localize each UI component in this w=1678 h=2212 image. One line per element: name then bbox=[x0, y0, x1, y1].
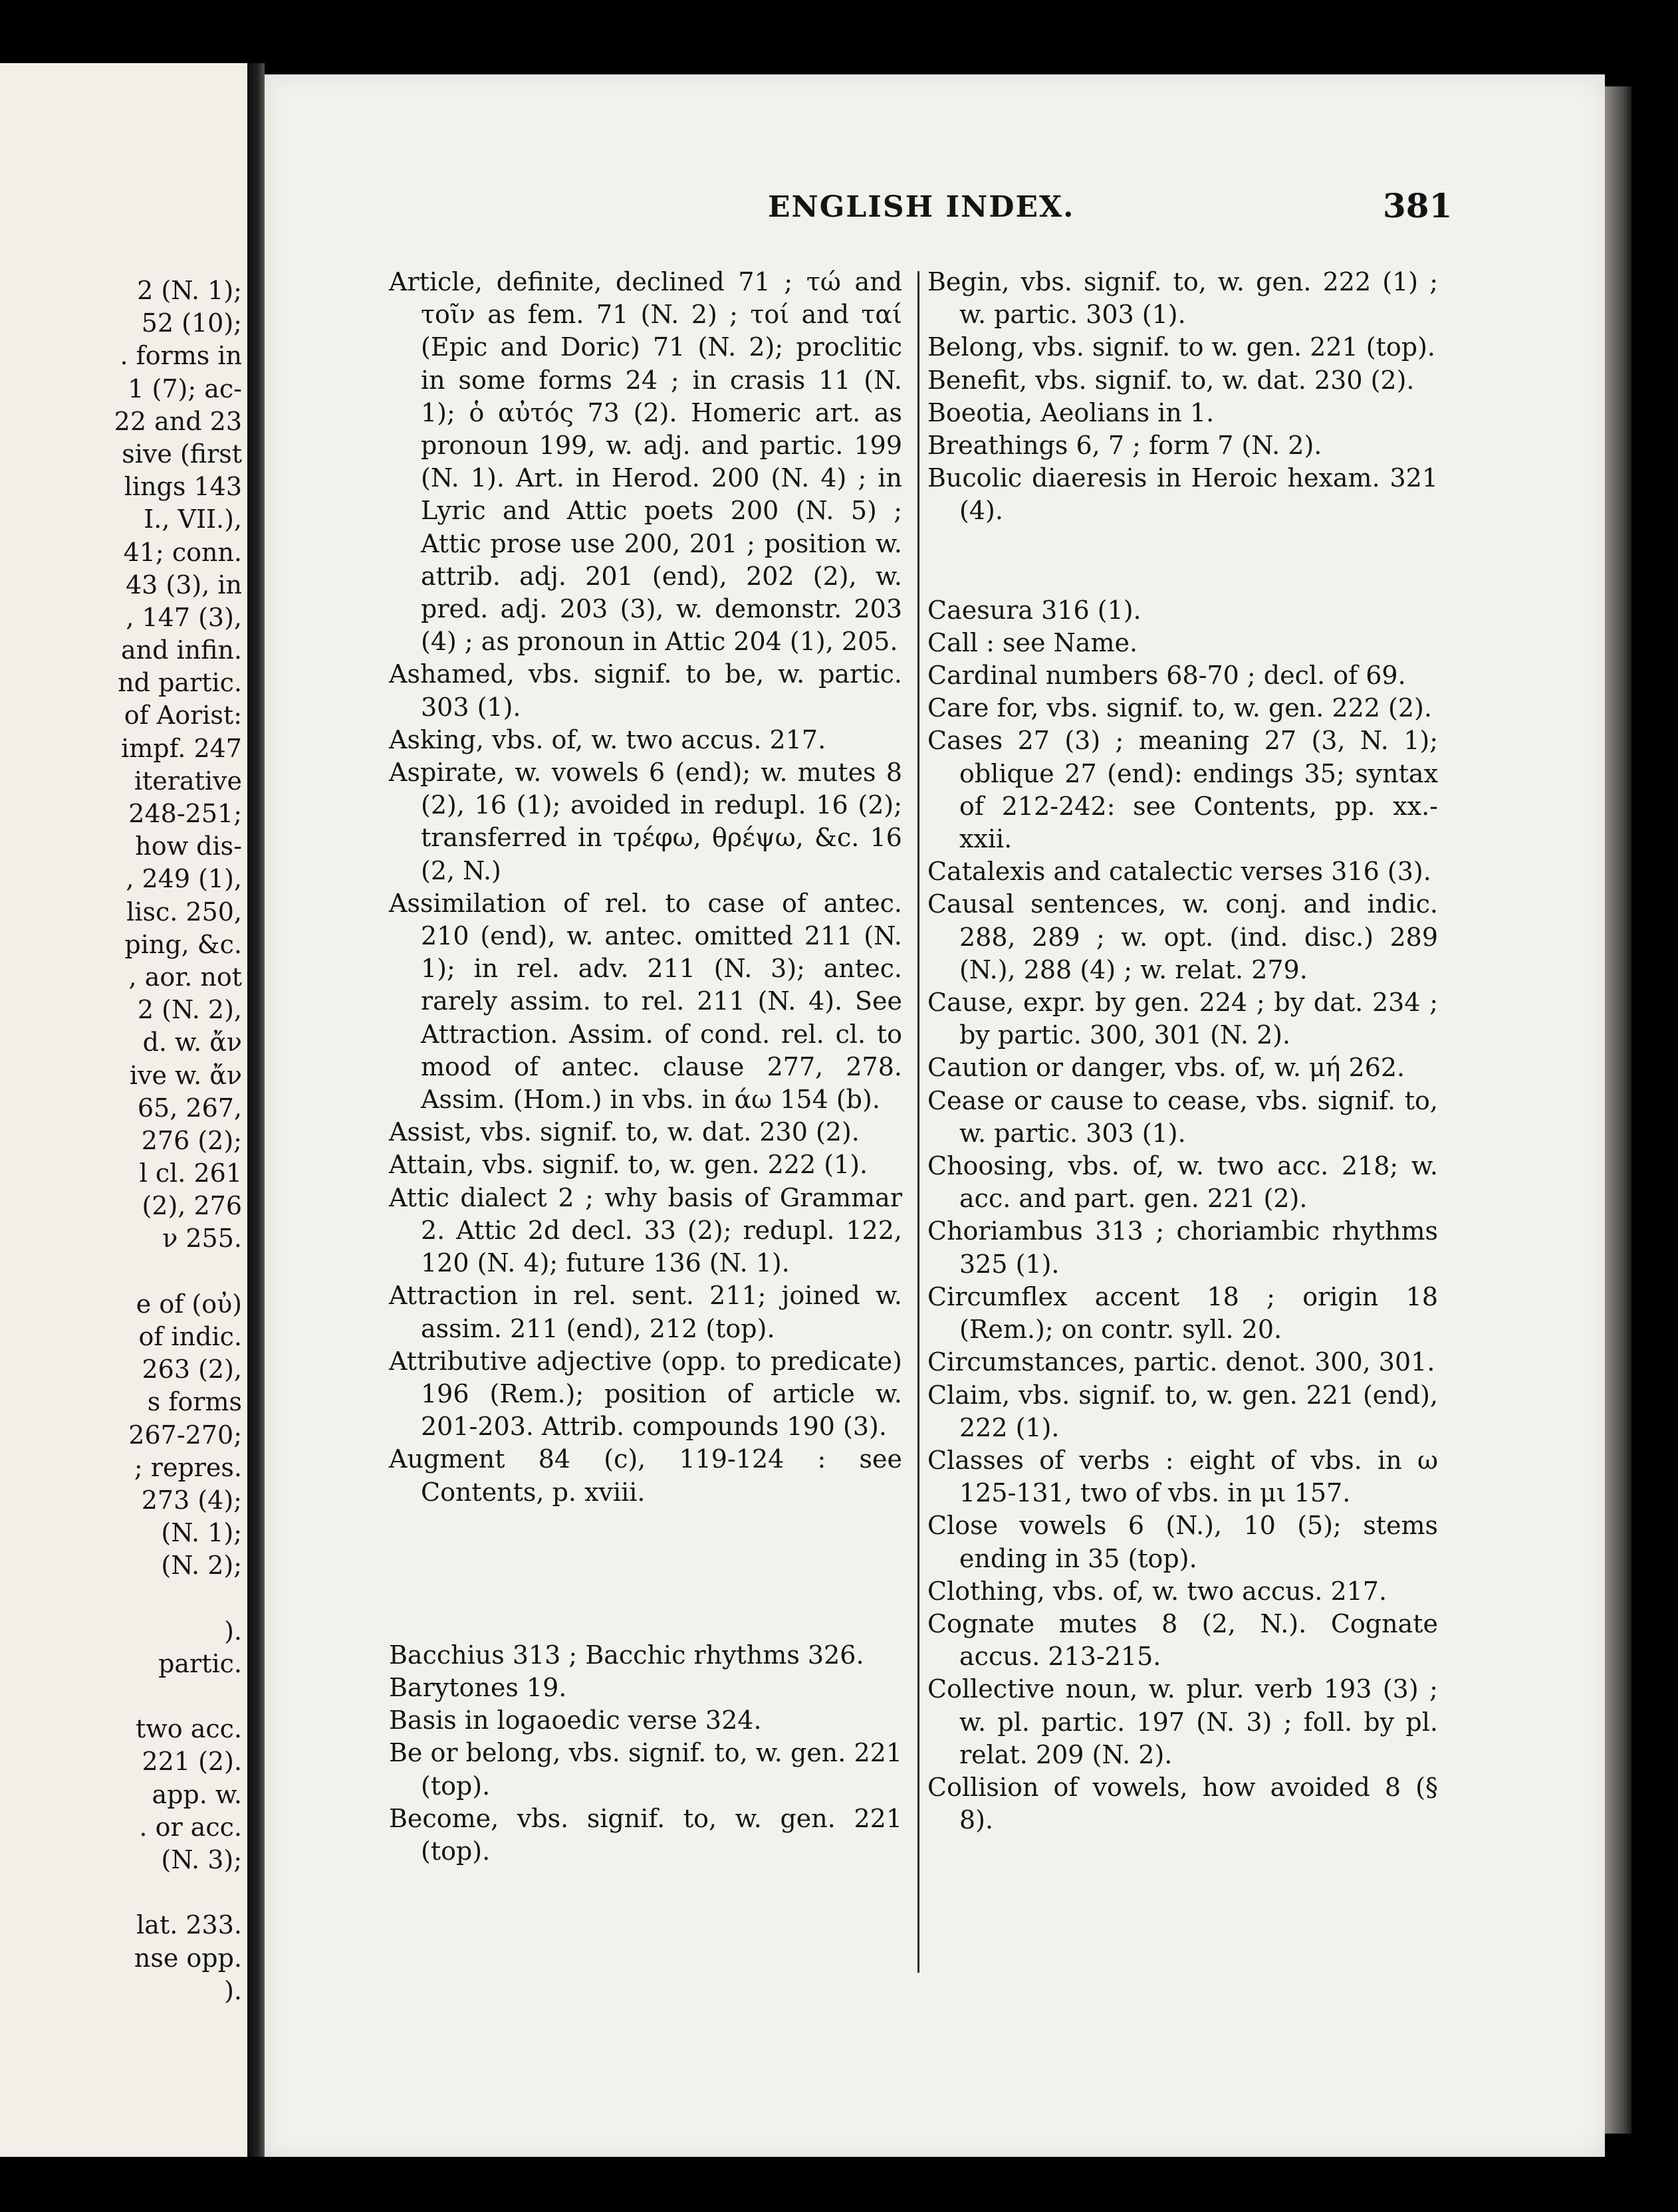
index-entry: Circumflex accent 18 ; origin 18 (Rem.); on contr. syll. 20. bbox=[927, 1281, 1438, 1345]
facing-page-line: ping, &c. bbox=[124, 929, 242, 959]
index-entry: Collision of vowels, how avoided 8 (§ 8). bbox=[927, 1772, 1438, 1835]
facing-page-line: . forms in bbox=[120, 341, 242, 371]
index-column-left bbox=[389, 266, 902, 1868]
facing-page-line bbox=[0, 1256, 242, 1288]
page-edge-shadow bbox=[1605, 86, 1631, 2134]
facing-page-line: (2), 276 bbox=[142, 1191, 242, 1221]
facing-page-line: of indic. bbox=[138, 1322, 242, 1351]
facing-page-line: s forms bbox=[147, 1387, 242, 1417]
index-entry: Benefit, vbs. signif. to, w. dat. 230 (2). bbox=[927, 365, 1415, 395]
running-head: ENGLISH INDEX. bbox=[768, 190, 1075, 224]
facing-page-line: 273 (4); bbox=[141, 1485, 242, 1515]
facing-page-line: 22 and 23 bbox=[114, 406, 242, 436]
facing-page-line: (N. 3); bbox=[161, 1845, 242, 1874]
index-entry: Attributive adjective (opp. to predicate) 196 (Rem.); position of article w. 201-203. Attrib. compounds 190 (3). bbox=[389, 1346, 902, 1442]
facing-page-line: , 249 (1), bbox=[126, 864, 242, 894]
index-entry: Cognate mutes 8 (2, N.). Cognate accus. 213-215. bbox=[927, 1608, 1438, 1672]
index-entry: Assist, vbs. signif. to, w. dat. 230 (2). bbox=[389, 1117, 860, 1147]
index-entry: Collective noun, w. plur. verb 193 (3) ; w. pl. partic. 197 (N. 3) ; foll. by pl. relat. 209 (N. 2). bbox=[927, 1674, 1438, 1769]
facing-page-line: 2 (N. 2), bbox=[137, 995, 242, 1025]
facing-page-line: 52 (10); bbox=[141, 308, 242, 338]
facing-page-line: app. w. bbox=[152, 1779, 242, 1809]
index-entry: Cease or cause to cease, vbs. signif. to, w. partic. 303 (1). bbox=[927, 1085, 1438, 1148]
index-entry: Be or belong, vbs. signif. to, w. gen. 221 (top). bbox=[389, 1738, 902, 1801]
facing-page-line: 1 (7); ac- bbox=[128, 374, 242, 403]
facing-page-line: , 147 (3), bbox=[126, 602, 242, 632]
facing-page-line: sive (first bbox=[122, 439, 242, 469]
facing-page-line: 41; conn. bbox=[123, 537, 242, 567]
index-entry: Cases 27 (3) ; meaning 27 (3, N. 1); oblique 27 (end): endings 35; syntax of 212-242: see Contents, pp. xx.-xxii. bbox=[927, 726, 1438, 854]
index-group-a bbox=[389, 266, 902, 1509]
index-group-b bbox=[389, 1639, 902, 1868]
index-entry: Caesura 316 (1). bbox=[927, 595, 1141, 625]
facing-page-line: d. w. ἄν bbox=[142, 1028, 242, 1057]
index-column-right bbox=[927, 266, 1438, 1836]
facing-page-line: impf. 247 bbox=[121, 733, 242, 763]
index-entry: Basis in logaoedic verse 324. bbox=[389, 1706, 762, 1735]
index-entry: Bacchius 313 ; Bacchic rhythms 326. bbox=[389, 1640, 864, 1670]
index-entry: Attic dialect 2 ; why basis of Grammar 2. Attic 2d decl. 33 (2); redupl. 122, 120 (N. 4); future 136 (N. 1). bbox=[389, 1182, 902, 1278]
index-entry: Boeotia, Aeolians in 1. bbox=[927, 397, 1215, 427]
index-entry: Close vowels 6 (N.), 10 (5); stems ending in 35 (top). bbox=[927, 1511, 1438, 1573]
facing-page-line: lisc. 250, bbox=[126, 897, 242, 927]
facing-page-line: (N. 2); bbox=[161, 1551, 242, 1581]
facing-page-line: I., VII.), bbox=[144, 504, 242, 534]
facing-page-line: (N. 1); bbox=[161, 1518, 242, 1548]
facing-page-left bbox=[0, 63, 247, 2157]
letter-group-gap bbox=[389, 1509, 902, 1639]
index-entry: Call : see Name. bbox=[927, 627, 1138, 657]
facing-page-text-fragments bbox=[0, 275, 242, 2007]
index-entry: Aspirate, w. vowels 6 (end); w. mutes 8 (2), 16 (1); avoided in redupl. 16 (2); transferred in τρέφω, θρέψω, &c. 16 (2, N.) bbox=[389, 758, 902, 885]
facing-page-line: lat. 233. bbox=[136, 1910, 242, 1940]
facing-page-line: 65, 267, bbox=[137, 1093, 242, 1123]
book-gutter bbox=[247, 63, 265, 2157]
facing-page-line: ; repres. bbox=[134, 1452, 242, 1482]
index-entry: Attain, vbs. signif. to, w. gen. 222 (1). bbox=[389, 1150, 868, 1180]
facing-page-line: , aor. not bbox=[128, 962, 242, 992]
index-entry: Become, vbs. signif. to, w. gen. 221 (top). bbox=[389, 1803, 902, 1866]
facing-page-line: partic. bbox=[158, 1648, 242, 1678]
index-entry: Attraction in rel. sent. 211; joined w. assim. 211 (end), 212 (top). bbox=[389, 1281, 902, 1343]
index-entry: Choriambus 313 ; choriambic rhythms 325 (1). bbox=[927, 1216, 1438, 1279]
index-group-c bbox=[927, 594, 1438, 1837]
index-entry: Ashamed, vbs. signif. to be, w. partic. 303 (1). bbox=[389, 659, 902, 722]
facing-page-line: ive w. ἄν bbox=[129, 1060, 242, 1090]
column-divider bbox=[917, 271, 919, 1973]
facing-page-line bbox=[0, 1876, 242, 1909]
page-number: 381 bbox=[1383, 186, 1453, 225]
index-entry: Breathings 6, 7 ; form 7 (N. 2). bbox=[927, 431, 1322, 461]
index-entry: Catalexis and catalectic verses 316 (3). bbox=[927, 857, 1431, 887]
facing-page-line: e of (οὐ) bbox=[136, 1289, 242, 1319]
facing-page-line bbox=[0, 1583, 242, 1615]
facing-page-line: nse opp. bbox=[134, 1943, 242, 1973]
facing-page-line: how dis- bbox=[135, 831, 242, 861]
index-entry: Caution or danger, vbs. of, w. μή 262. bbox=[927, 1053, 1405, 1083]
facing-page-line: 248-251; bbox=[128, 799, 242, 828]
index-entry: Claim, vbs. signif. to, w. gen. 221 (end), 222 (1). bbox=[927, 1380, 1438, 1442]
index-group-b-continued bbox=[927, 266, 1438, 528]
index-entry: Assimilation of rel. to case of antec. 210 (end), w. antec. omitted 211 (N. 1); in rel. adv. 211 (N. 3); antec. rarely assim. to rel. 211 (N. 4). See Attraction. Assim. of cond. rel. cl. to mood of antec. clause 277, 278. Assim. (Hom.) in vbs. in άω 154 (b). bbox=[389, 888, 902, 1115]
index-entry: Care for, vbs. signif. to, w. gen. 222 (2). bbox=[927, 693, 1432, 723]
index-entry: Circumstances, partic. denot. 300, 301. bbox=[927, 1347, 1435, 1377]
index-entry: Classes of verbs : eight of vbs. in ω 125-131, two of vbs. in μι 157. bbox=[927, 1445, 1438, 1508]
index-entry: Causal sentences, w. conj. and indic. 288, 289 ; w. opt. (ind. disc.) 289 (N.), 288 (4) ; w. relat. 279. bbox=[927, 889, 1438, 984]
facing-page-line: ). bbox=[224, 1975, 242, 2005]
facing-page-line: ). bbox=[224, 1616, 242, 1646]
facing-page-line: 276 (2); bbox=[141, 1125, 242, 1155]
letter-group-gap bbox=[927, 528, 1438, 594]
facing-page-line: and infin. bbox=[120, 635, 242, 665]
index-entry: Barytones 19. bbox=[389, 1672, 567, 1702]
facing-page-line: ν 255. bbox=[162, 1224, 242, 1254]
index-entry: Belong, vbs. signif. to w. gen. 221 (top). bbox=[927, 332, 1435, 362]
facing-page-line: . or acc. bbox=[139, 1812, 242, 1842]
index-entry: Cause, expr. by gen. 224 ; by dat. 234 ; by partic. 300, 301 (N. 2). bbox=[927, 988, 1438, 1050]
index-entry: Asking, vbs. of, w. two accus. 217. bbox=[389, 724, 826, 754]
facing-page-line: l cl. 261 bbox=[139, 1159, 242, 1188]
facing-page-line: lings 143 bbox=[124, 472, 242, 502]
facing-page-line: nd partic. bbox=[118, 668, 242, 698]
facing-page-line: of Aorist: bbox=[124, 701, 242, 730]
index-entry: Bucolic diaeresis in Heroic hexam. 321 (4). bbox=[927, 463, 1438, 526]
index-entry: Choosing, vbs. of, w. two acc. 218; w. acc. and part. gen. 221 (2). bbox=[927, 1151, 1438, 1214]
index-entry: Augment 84 (c), 119-124 : see Contents, p. xviii. bbox=[389, 1444, 902, 1507]
facing-page-line: two acc. bbox=[135, 1714, 242, 1744]
facing-page-line: 2 (N. 1); bbox=[137, 276, 242, 305]
index-entry: Article, definite, declined 71 ; τώ and τοῖν as fem. 71 (N. 2) ; τοί and ταί (Epic and Doric) 71 (N. 2); proclitic in some forms 24 ; in crasis 11 (N. 1); ὁ αὐτός 73 (2). Homeric art. as pronoun 199, w. adj. and partic. 199 (N. 1). Art. in Herod. 200 (N. 4) ; in Lyric and Attic poets 200 (N. 5) ; Attic prose use 200, 201 ; position w. attrib. adj. 201 (end), 202 (2), w. pred. adj. 203 (3), w. demonstr. 203 (4) ; as pronoun in Attic 204 (1), 205. bbox=[389, 267, 902, 657]
index-entry: Begin, vbs. signif. to, w. gen. 222 (1) ; w. partic. 303 (1). bbox=[927, 267, 1438, 330]
index-entry: Cardinal numbers 68-70 ; decl. of 69. bbox=[927, 661, 1406, 691]
facing-page-line: 221 (2). bbox=[142, 1747, 242, 1777]
index-entry: Clothing, vbs. of, w. two accus. 217. bbox=[927, 1576, 1387, 1606]
facing-page-line bbox=[0, 1680, 242, 1713]
facing-page-line: 43 (3), in bbox=[125, 570, 242, 600]
facing-page-line: iterative bbox=[134, 766, 242, 796]
facing-page-line: 263 (2), bbox=[142, 1355, 242, 1384]
facing-page-line: 267-270; bbox=[128, 1420, 242, 1450]
